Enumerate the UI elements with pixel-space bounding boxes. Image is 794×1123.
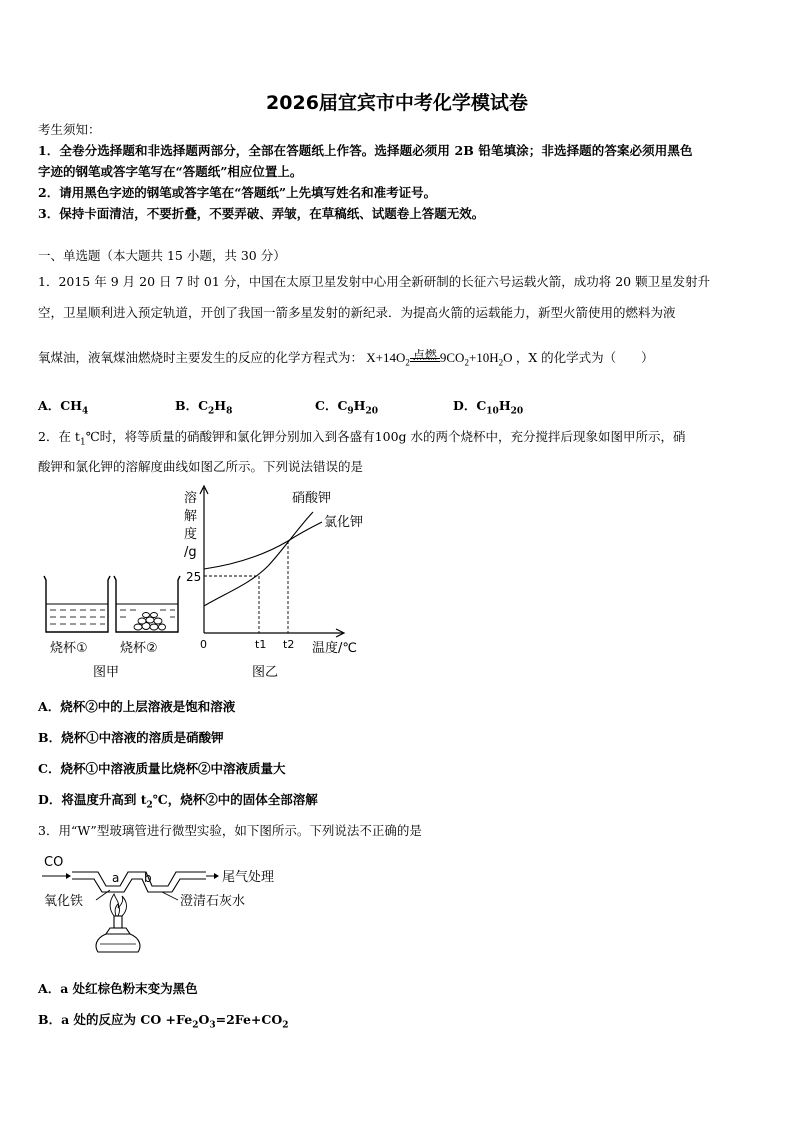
q1-option-c: C．$C_9H_{20}$ bbox=[315, 398, 379, 417]
q1-option-d: D．$C_{10}H_{20}$ bbox=[453, 398, 524, 417]
section-heading: 一、单选题（本大题共 15 小题，共 30 分） bbox=[38, 248, 286, 263]
y-tick-25: 25 bbox=[186, 570, 202, 584]
q2-option-d: D．将温度升高到 $t_2℃$，烧杯②中的固体全部溶解 bbox=[38, 792, 318, 811]
alcohol-lamp bbox=[96, 916, 140, 952]
y-axis-label-3: 度 bbox=[184, 527, 198, 542]
q2-figure bbox=[38, 480, 378, 685]
q1-line-1: 1．2015 年 9 月 20 日 7 时 01 分，中国在太原卫星发射中心用全新研制的长征六号运载火箭，成功将 20 颗卫星发射升 bbox=[38, 274, 711, 289]
q1-line-3 bbox=[38, 348, 654, 368]
q2-line-1: 2．在 $t_1℃$时，将等质量的硝酸钾和氯化钾分别加入到各盛有100g 水的两个烧杯中，充分搅拌后现象如图甲所示，硝 bbox=[38, 429, 686, 448]
curve-kno3 bbox=[204, 512, 313, 606]
beaker-2-label: 烧杯② bbox=[120, 641, 158, 656]
y-axis-label-4: /g bbox=[184, 545, 197, 560]
beaker-2 bbox=[114, 576, 180, 632]
curve-kcl-label: 氯化钾 bbox=[324, 515, 364, 530]
notice-item-1: 1．全卷分选择题和非选择题两部分，全部在答题纸上作答。选择题必须用 2B 铅笔填涂；非选择题的答案必须用黑色 bbox=[38, 143, 693, 158]
page-title: 2026届宜宾市中考化学模试卷 bbox=[266, 92, 528, 114]
x-axis-label: 温度/℃ bbox=[312, 641, 357, 656]
q1-text-pre: 氧煤油，液氧煤油燃烧时主要发生的反应的化学方程式为： bbox=[38, 350, 364, 365]
co-label: CO bbox=[44, 855, 64, 870]
q3-option-a: A．a 处红棕色粉末变为黑色 bbox=[38, 981, 198, 996]
iron-oxide-label: 氧化铁 bbox=[44, 894, 84, 909]
q1-option-a: A．$CH_4$ bbox=[38, 398, 89, 417]
q3-figure bbox=[38, 850, 298, 965]
q3-option-b: B．a 处的反应为 CO $+Fe_2O_3=2Fe+CO_2$ bbox=[38, 1012, 289, 1031]
q2-option-b: B．烧杯①中溶液的溶质是硝酸钾 bbox=[38, 730, 224, 745]
notice-item-1-cont: 字迹的钢笔或答字笔写在“答题纸”相应位置上。 bbox=[38, 164, 303, 179]
point-a-label: a bbox=[112, 871, 120, 885]
tail-gas-label: 尾气处理 bbox=[222, 870, 275, 885]
beaker-1 bbox=[44, 576, 110, 632]
exhaust-arrow-icon bbox=[214, 873, 219, 879]
notice-heading: 考生须知： bbox=[38, 122, 101, 137]
limewater-label: 澄清石灰水 bbox=[180, 894, 246, 909]
undissolved-solid bbox=[134, 613, 166, 631]
figure-yi-caption: 图乙 bbox=[252, 665, 279, 680]
co-arrow-icon bbox=[66, 873, 71, 879]
figure-jia-caption: 图甲 bbox=[93, 665, 120, 680]
q2-option-a: A．烧杯②中的上层溶液是饱和溶液 bbox=[38, 699, 236, 714]
q1-text-post: ，X 的化学式为（ ） bbox=[515, 350, 654, 365]
curve-kcl bbox=[204, 522, 322, 569]
w-tube bbox=[72, 872, 206, 892]
curve-kno3-label: 硝酸钾 bbox=[292, 491, 332, 506]
y-axis-label-1: 溶 bbox=[184, 491, 198, 506]
x-tick-t1: t1 bbox=[255, 638, 267, 651]
y-axis-label-2: 解 bbox=[184, 509, 198, 524]
origin-label: 0 bbox=[200, 638, 207, 651]
q1-option-b: B．$C_2H_8$ bbox=[175, 398, 233, 417]
flame-icon bbox=[110, 894, 126, 916]
x-tick-t2: t2 bbox=[283, 638, 295, 651]
notice-item-3: 3．保持卡面清洁，不要折叠，不要弄破、弄皱，在草稿纸、试题卷上答题无效。 bbox=[38, 206, 485, 221]
notice-item-2: 2．请用黑色字迹的钢笔或答字笔在“答题纸”上先填写姓名和准考证号。 bbox=[38, 185, 437, 200]
q1-equation: $X+14O_2$ 点燃 $9CO_2+10H_2O$ bbox=[366, 348, 513, 368]
equation-condition: 点燃 bbox=[412, 348, 437, 362]
q1-line-2: 空，卫星顺利进入预定轨道，开创了我国一箭多星发射的新纪录．为提高火箭的运载能力，新型火箭使用的燃料为液 bbox=[38, 305, 676, 320]
q3-line-1: 3．用“W”型玻璃管进行微型实验，如下图所示。下列说法不正确的是 bbox=[38, 823, 422, 838]
beaker-1-label: 烧杯① bbox=[50, 641, 88, 656]
point-b-label: b bbox=[144, 871, 152, 885]
q2-option-c: C．烧杯①中溶液质量比烧杯②中溶液质量大 bbox=[38, 761, 286, 776]
q2-line-2: 酸钾和氯化钾的溶解度曲线如图乙所示。下列说法错误的是 bbox=[38, 459, 364, 474]
